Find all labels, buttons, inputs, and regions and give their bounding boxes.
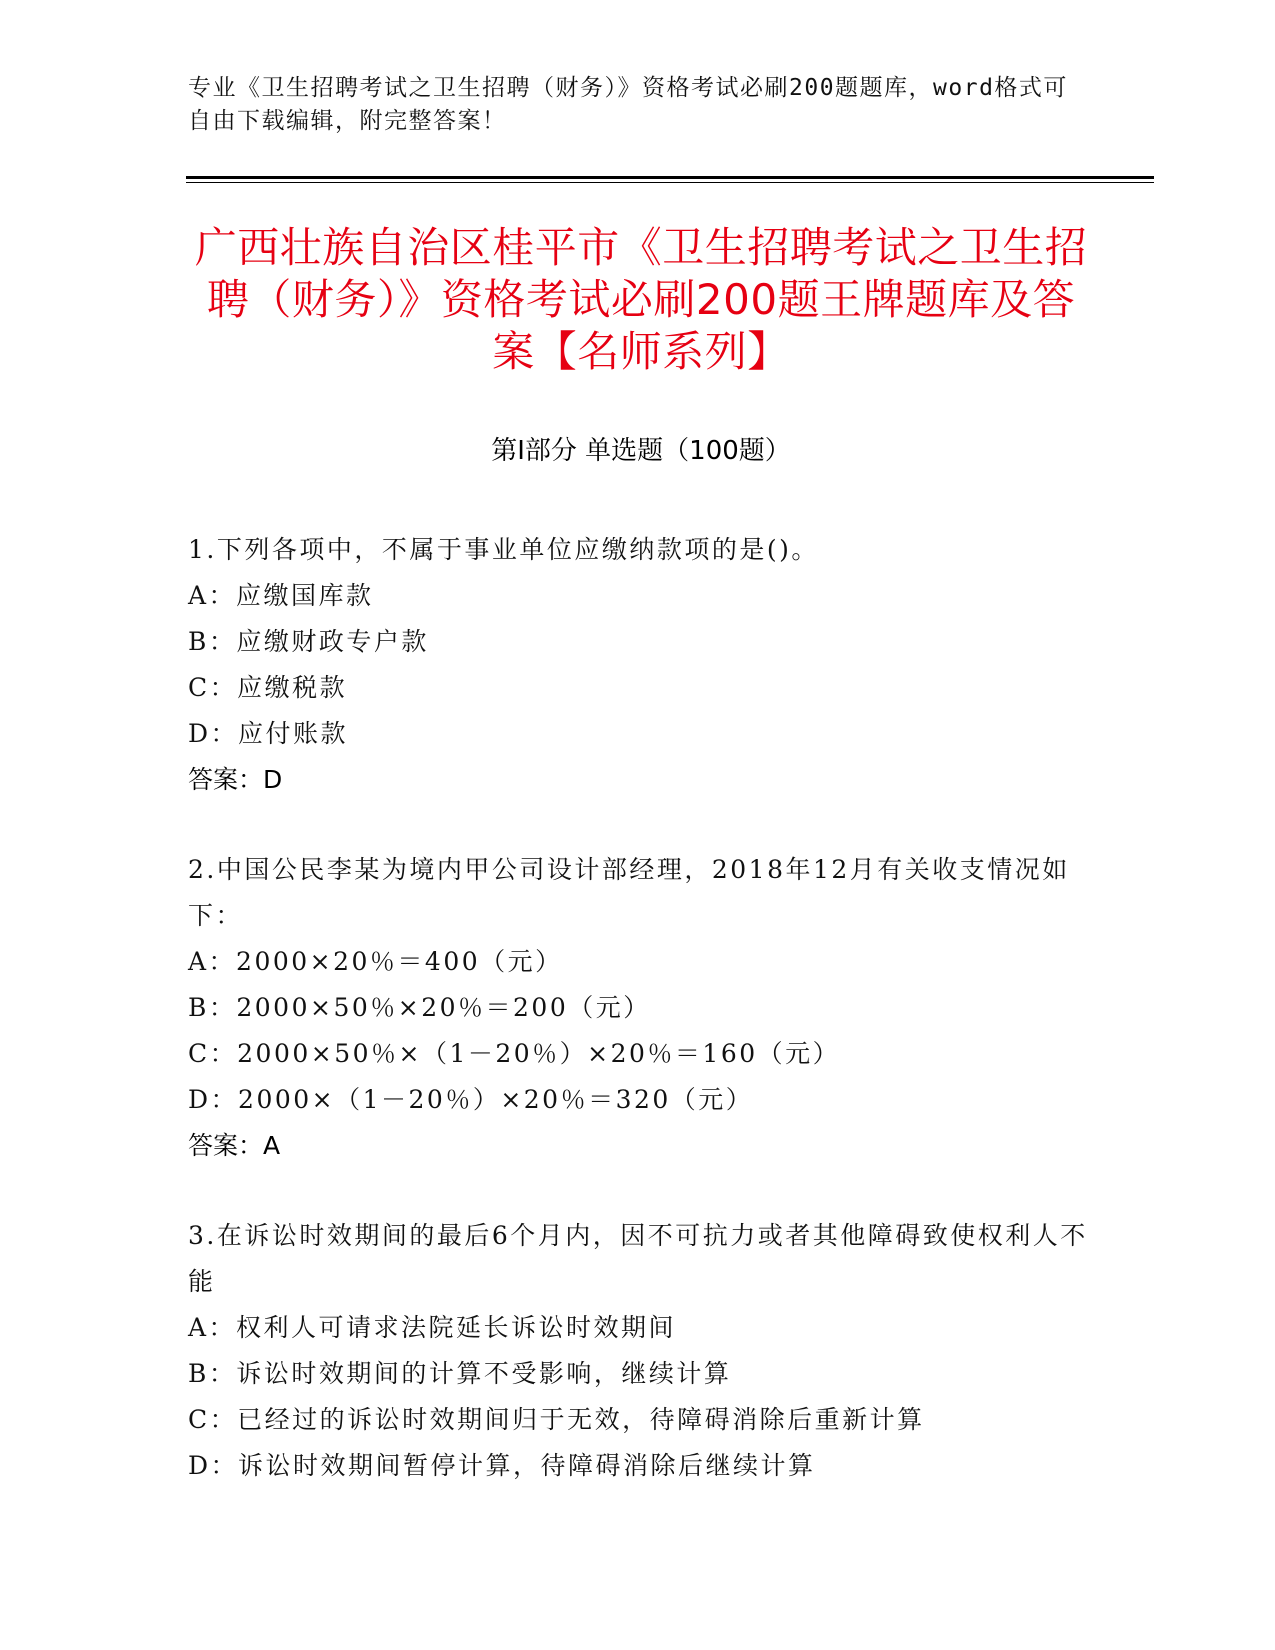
question-list <box>188 527 1088 1533</box>
option-a: A：权利人可请求法院延长诉讼时效期间 <box>188 1313 677 1342</box>
question-1 <box>188 527 1088 803</box>
answer: 答案：D <box>188 765 283 794</box>
header-rule-thin <box>186 182 1154 183</box>
document-title: 广西壮族自治区桂平市《卫生招聘考试之卫生招聘（财务）》资格考试必刷200题王牌题库及答案【名师系列】 <box>194 223 1088 376</box>
option-b: B：诉讼时效期间的计算不受影响，继续计算 <box>188 1359 732 1388</box>
option-a: A：应缴国库款 <box>188 581 374 610</box>
option-d: D：诉讼时效期间暂停计算，待障碍消除后继续计算 <box>188 1451 816 1480</box>
question-text: 1.下列各项中，不属于事业单位应缴纳款项的是()。 <box>188 535 819 564</box>
option-c: C：已经过的诉讼时效期间归于无效，待障碍消除后重新计算 <box>188 1405 925 1434</box>
header-note: 专业《卫生招聘考试之卫生招聘（财务）》资格考试必刷200题题库，word格式可自由下载编辑，附完整答案！ <box>188 75 1068 134</box>
option-d: D：2000×（1－20％）×20％＝320（元） <box>188 1085 754 1114</box>
section-title: 第Ⅰ部分 单选题（100题） <box>491 436 791 466</box>
option-b: B：应缴财政专户款 <box>188 627 429 656</box>
answer: 答案：A <box>188 1131 281 1160</box>
option-c: C：2000×50％×（1－20％）×20％＝160（元） <box>188 1039 841 1068</box>
option-a: A：2000×20％＝400（元） <box>188 947 563 976</box>
question-text: 2.中国公民李某为境内甲公司设计部经理，2018年12月有关收支情况如下： <box>188 855 1070 930</box>
question-text: 3.在诉讼时效期间的最后6个月内，因不可抗力或者其他障碍致使权利人不能 <box>188 1221 1088 1296</box>
option-c: C：应缴税款 <box>188 673 348 702</box>
header-rule-thick <box>186 176 1154 179</box>
option-d: D：应付账款 <box>188 719 349 748</box>
question-2 <box>188 847 1088 1169</box>
question-3 <box>188 1213 1088 1489</box>
option-b: B：2000×50％×20％＝200（元） <box>188 993 651 1022</box>
